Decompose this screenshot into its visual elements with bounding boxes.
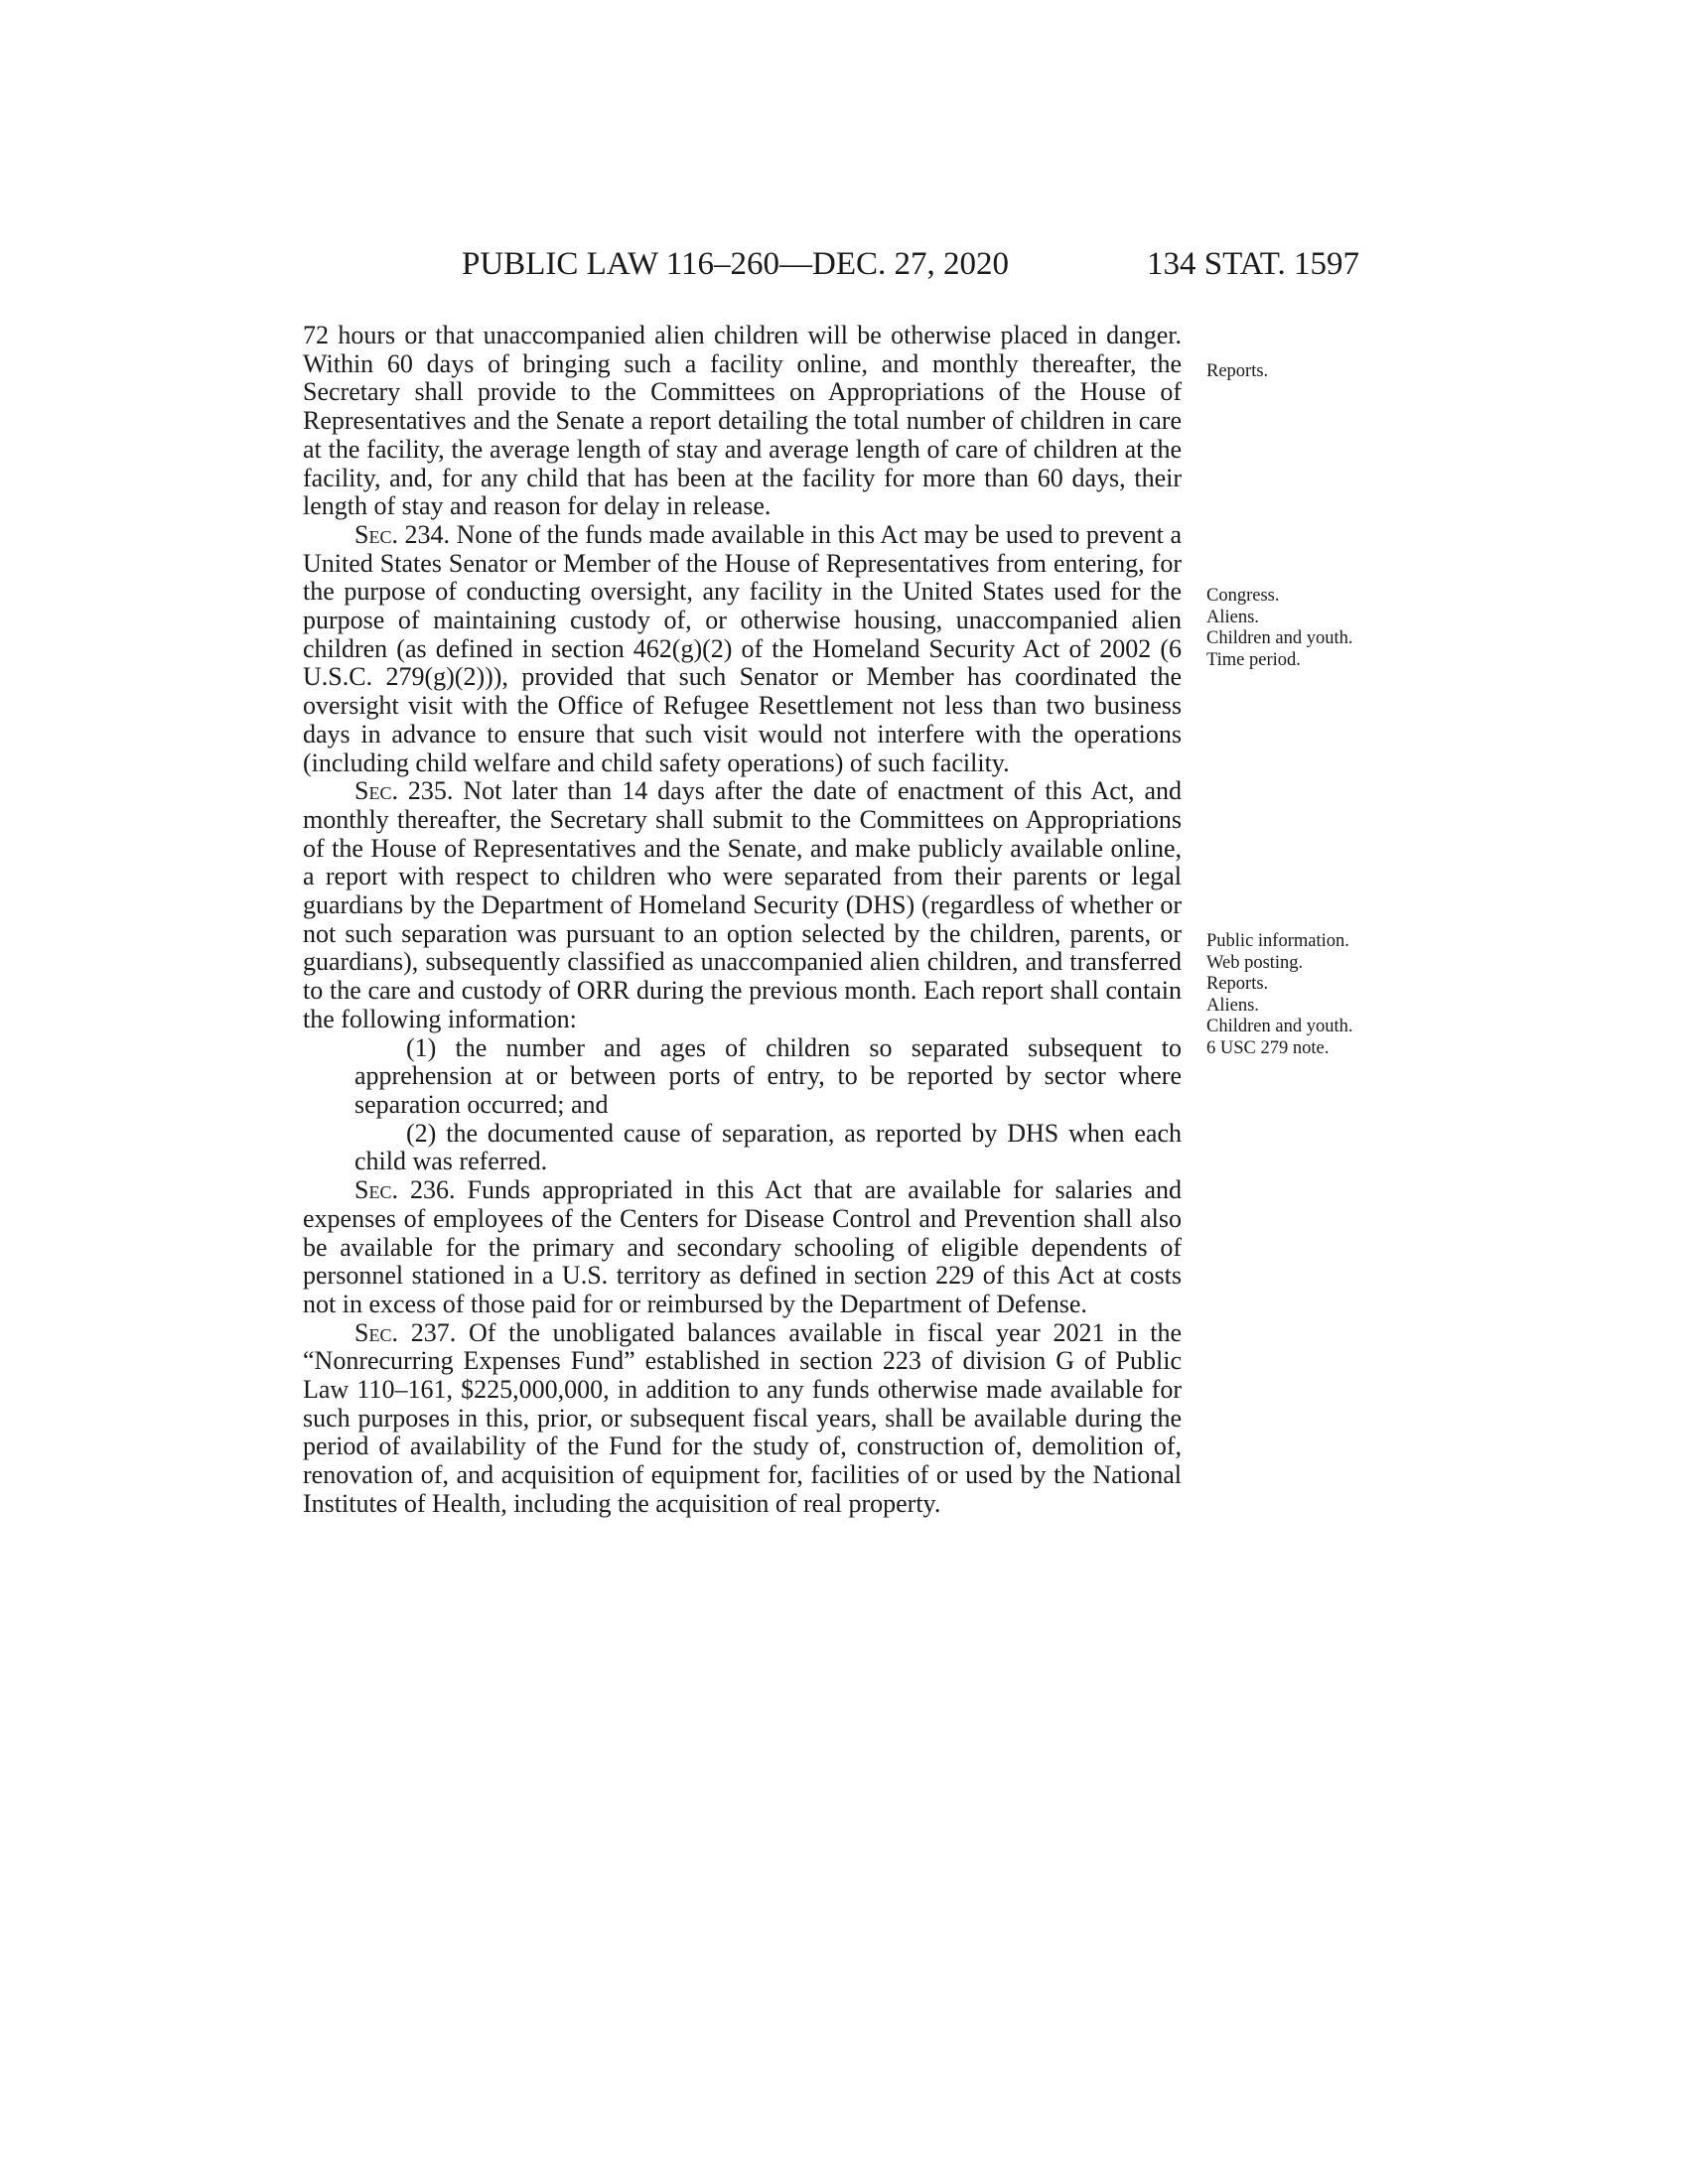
- margin-note-entry: Children and youth.: [1206, 628, 1353, 648]
- margin-note-section-235: [1206, 931, 1375, 1059]
- section-236-label: Sec. 236.: [354, 1175, 456, 1205]
- margin-note-entry: Reports.: [1206, 361, 1269, 381]
- margin-note-entry: Public information.: [1206, 931, 1349, 951]
- section-237-text: Of the unobligated balances available in fiscal year 2021 in the “Nonrecurring Expenses Fund” established in section 223 of division G of Public Law 110–161, $225,000,000, in addition to any funds otherwise made available for such purposes in this, prior, or subsequent fiscal years, shall be available during the period of availability of the Fund for the study of, construction of, demolition of, renovation of, and acquisition of equipment for, facilities of or used by the National Institutes of Health, including the acquisition of real property.: [303, 1317, 1182, 1518]
- section-234: [303, 521, 1182, 777]
- margin-note-reports: [1206, 361, 1375, 383]
- margin-note-entry: Reports.: [1206, 974, 1269, 994]
- margin-note-entry: Aliens.: [1206, 995, 1259, 1016]
- margin-note-entry: 6 USC 279 note.: [1206, 1037, 1330, 1058]
- section-235-item-2: (2) the documented cause of separation, as reported by DHS when each child was referred.: [354, 1118, 1182, 1176]
- section-236: [303, 1176, 1182, 1319]
- margin-note-entry: Congress.: [1206, 586, 1280, 606]
- running-head-page-number: 134 STAT. 1597: [1147, 246, 1360, 282]
- paragraph-continued: 72 hours or that unaccompanied alien children will be otherwise placed in danger. Within 60 days of bringing such a facility online, and monthly thereafter, the Secretary shall provide to the Committees on Appropriations of the House of Representatives and the Senate a report detailing the total number of children in care at the facility, the average length of stay and average length of care of children at the facility, and, for any child that has been at the facility for more than 60 days, their length of stay and reason for delay in release.: [303, 321, 1182, 521]
- section-235-text: Not later than 14 days after the date of enactment of this Act, and monthly thereafter, the Secretary shall submit to the Committees on Appropriations of the House of Representatives and the Senate, and make publicly available online, a report with respect to children who were separated from their parents or legal guardians by the Department of Homeland Security (DHS) (regardless of whether or not such separation was pursuant to an option selected by the children, parents, or guardians), subsequently classified as unaccompanied alien children, and transferred to the care and custody of ORR during the previous month. Each report shall contain the following information:: [303, 776, 1182, 1033]
- running-head-title: PUBLIC LAW 116–260—DEC. 27, 2020: [462, 246, 1010, 282]
- margin-note-section-234: [1206, 586, 1375, 671]
- section-237-label: Sec. 237.: [354, 1317, 457, 1347]
- section-235: [303, 777, 1182, 1033]
- section-234-label: Sec. 234.: [354, 519, 451, 549]
- section-236-text: Funds appropriated in this Act that are available for salaries and expenses of employees of the Centers for Disease Control and Prevention shall also be available for the primary and secondary schooling of eligible dependents of personnel stationed in a U.S. territory as defined in section 229 of this Act at costs not in excess of those paid for or reimbursed by the Department of Defense.: [303, 1175, 1183, 1318]
- section-235-item-1: (1) the number and ages of children so separated subsequent to apprehension at or between ports of entry, to be reported by sector where separation occurred; and: [354, 1032, 1182, 1119]
- body-text: [303, 322, 1182, 1519]
- section-234-text: None of the funds made available in this Act may be used to prevent a United States Senator or Member of the House of Representatives from entering, for the purpose of conducting oversight, any facility in the United States used for the purpose of maintaining custody of, or otherwise housing, unaccompanied alien children (as defined in section 462(g)(2) of the Homeland Security Act of 2002 (6 U.S.C. 279(g)(2))), provided that such Senator or Member has coordinated the oversight visit with the Office of Refugee Resettlement not less than two business days in advance to ensure that such visit would not interfere with the operations (including child welfare and child safety operations) of such facility.: [303, 519, 1182, 777]
- margin-note-entry: Web posting.: [1206, 952, 1304, 973]
- margin-note-entry: Aliens.: [1206, 607, 1259, 627]
- section-237: [303, 1319, 1182, 1519]
- margin-note-entry: Children and youth.: [1206, 1017, 1353, 1036]
- margin-note-entry: Time period.: [1206, 649, 1301, 670]
- section-235-label: Sec. 235.: [354, 776, 454, 806]
